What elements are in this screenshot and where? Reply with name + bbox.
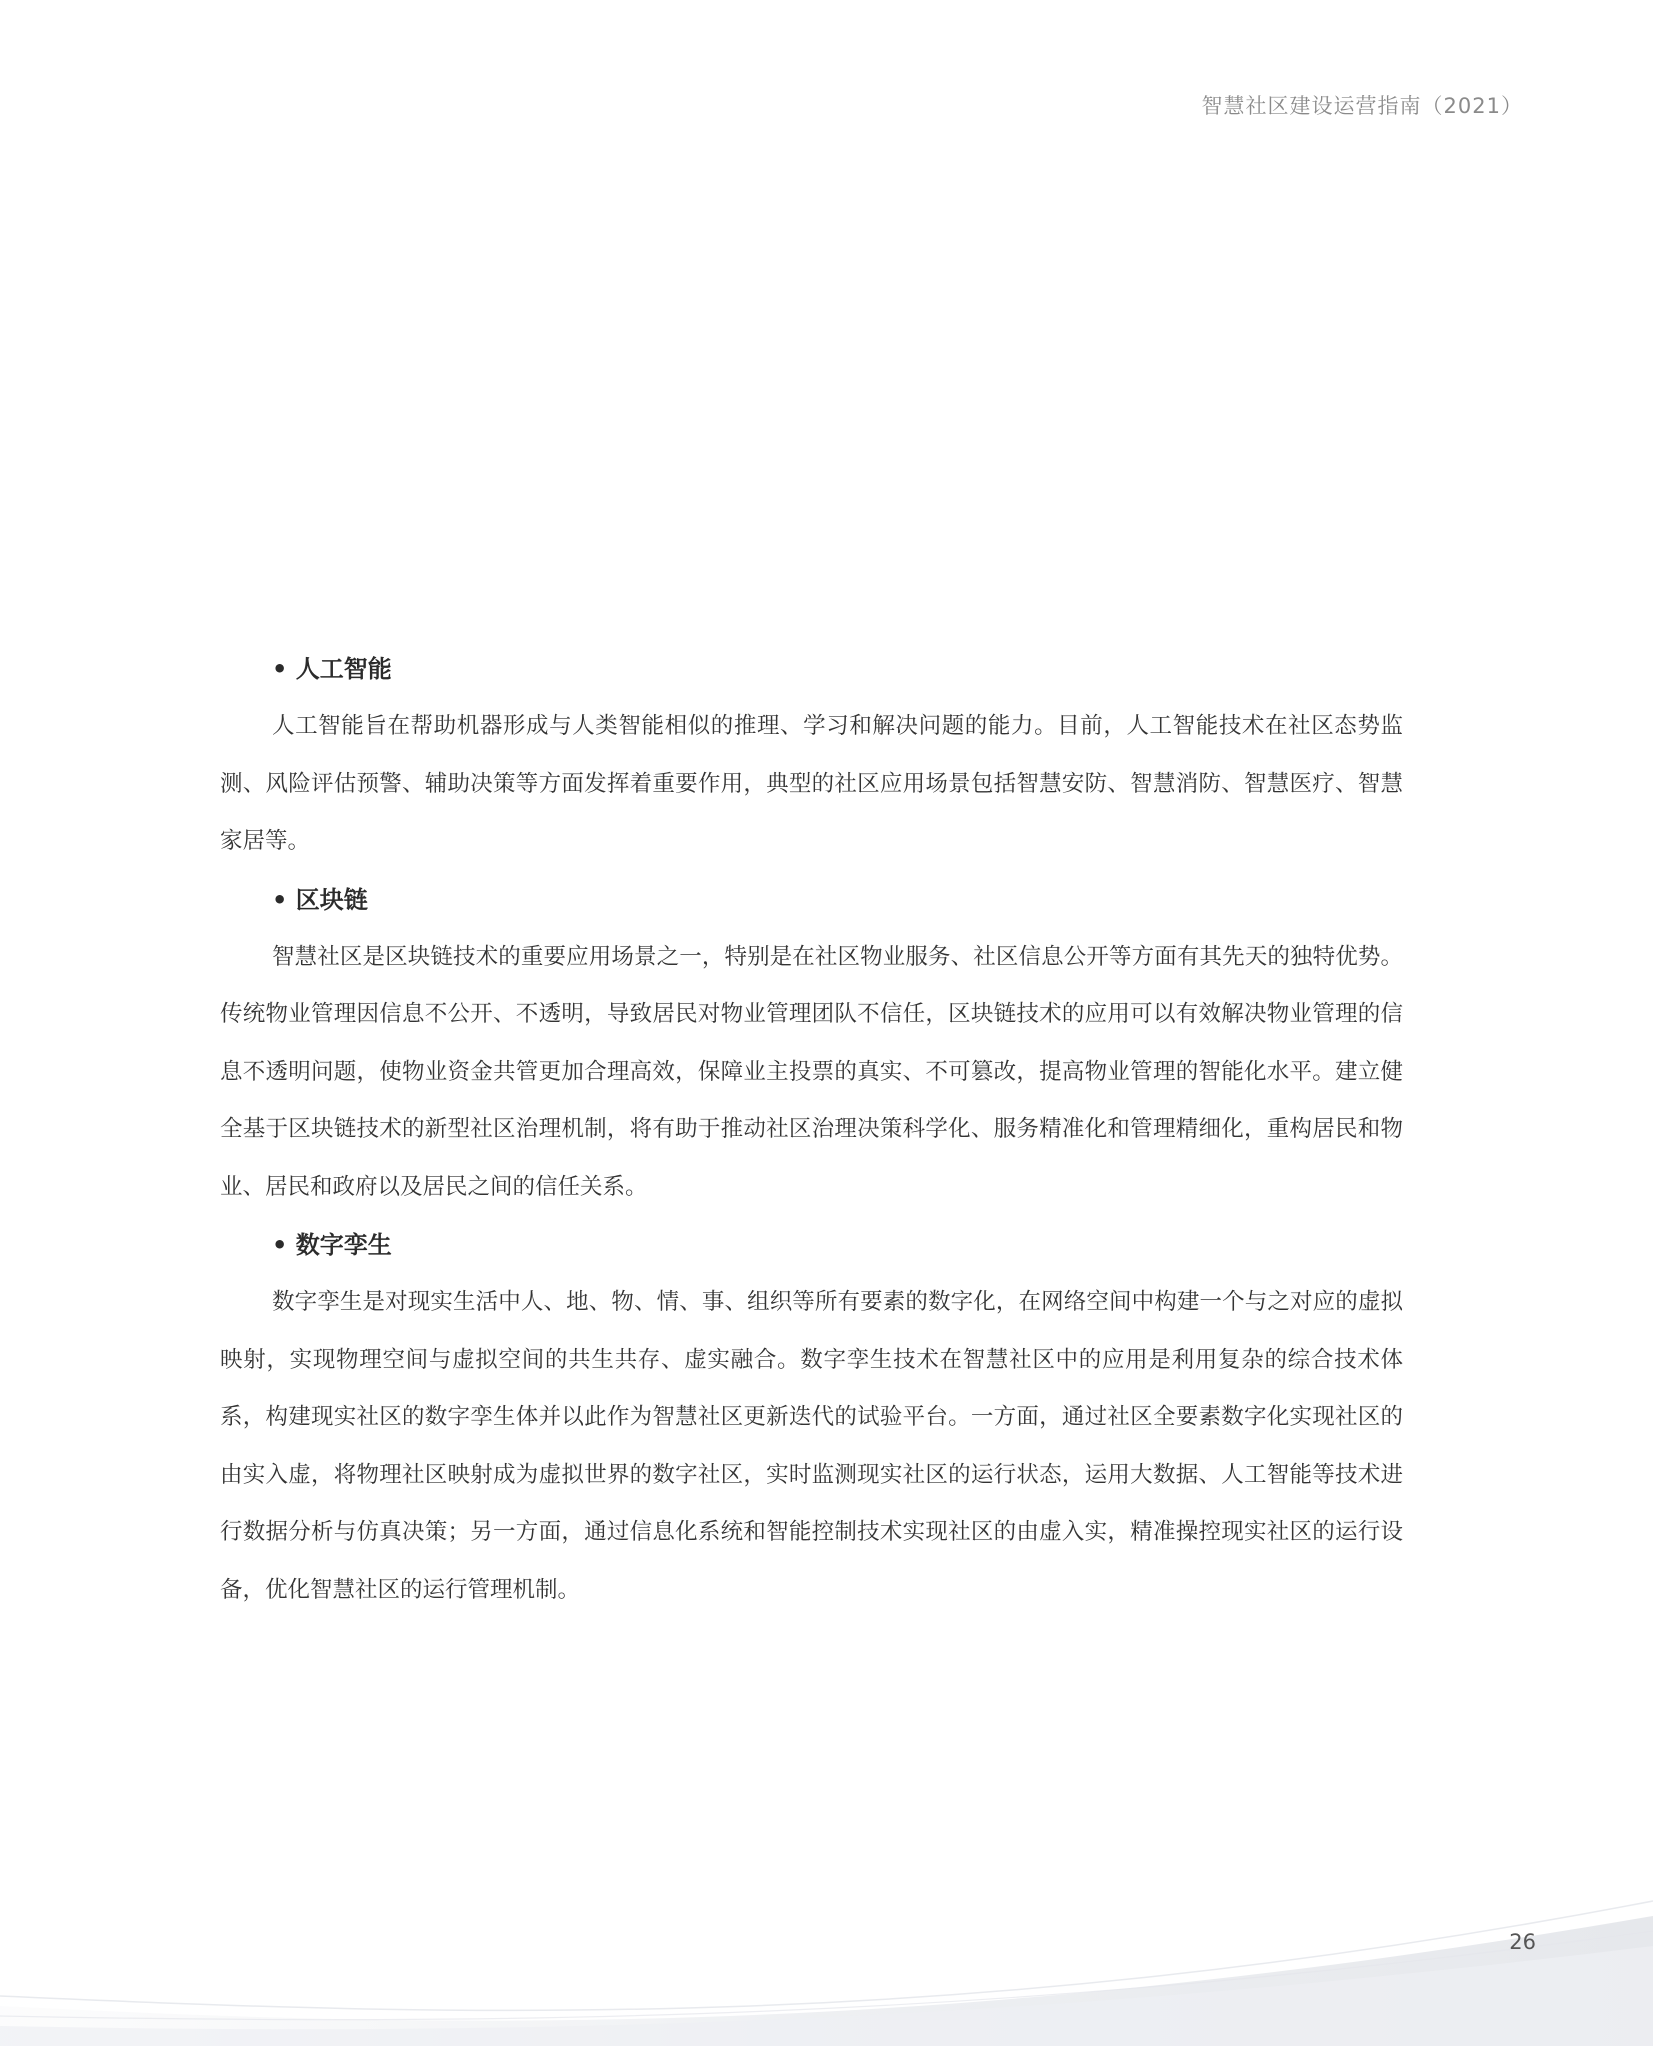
section-paragraph: 智慧社区是区块链技术的重要应用场景之一，特别是在社区物业服务、社区信息公开等方面有其先天的独特优势。传统物业管理因信息不公开、不透明，导致居民对物业管理团队不信任，区块链技术的应用可以有效解决物业管理的信息不透明问题，使物业资金共管更加合理高效，保障业主投票的真实、不可篡改，提高物业管理的智能化水平。建立健全基于区块链技术的新型社区治理机制，将有助于推动社区治理决策科学化、服务精准化和管理精细化，重构居民和物业、居民和政府以及居民之间的信任关系。	[220, 943, 1403, 1200]
main-content	[220, 640, 1403, 1619]
section-paragraph: 数字孪生是对现实生活中人、地、物、情、事、组织等所有要素的数字化，在网络空间中构建一个与之对应的虚拟映射，实现物理空间与虚拟空间的共生共存、虚实融合。数字孪生技术在智慧社区中的应用是利用复杂的综合技术体系，构建现实社区的数字孪生体并以此作为智慧社区更新迭代的试验平台。一方面，通过社区全要素数字化实现社区的由实入虚，将物理社区映射成为虚拟世界的数字社区，实时监测现实社区的运行状态，运用大数据、人工智能等技术进行数据分析与仿真决策；另一方面，通过信息化系统和智能控制技术实现社区的由虚入实，精准操控现实社区的运行设备，优化智慧社区的运行管理机制。	[220, 1289, 1403, 1603]
footer-wave-decoration	[0, 1876, 1653, 2046]
page-number: 26	[1509, 1930, 1536, 1954]
section-heading: • 人工智能	[272, 655, 392, 683]
section-blockchain	[220, 871, 1403, 1217]
section-artificial-intelligence	[220, 640, 1403, 871]
section-digital-twin	[220, 1216, 1403, 1619]
section-paragraph: 人工智能旨在帮助机器形成与人类智能相似的推理、学习和解决问题的能力。目前，人工智能技术在社区态势监测、风险评估预警、辅助决策等方面发挥着重要作用，典型的社区应用场景包括智慧安防、智慧消防、智慧医疗、智慧家居等。	[220, 713, 1403, 854]
section-heading: • 数字孪生	[272, 1231, 392, 1259]
running-header-title: 智慧社区建设运营指南（2021）	[1201, 94, 1523, 118]
section-heading: • 区块链	[272, 885, 368, 914]
